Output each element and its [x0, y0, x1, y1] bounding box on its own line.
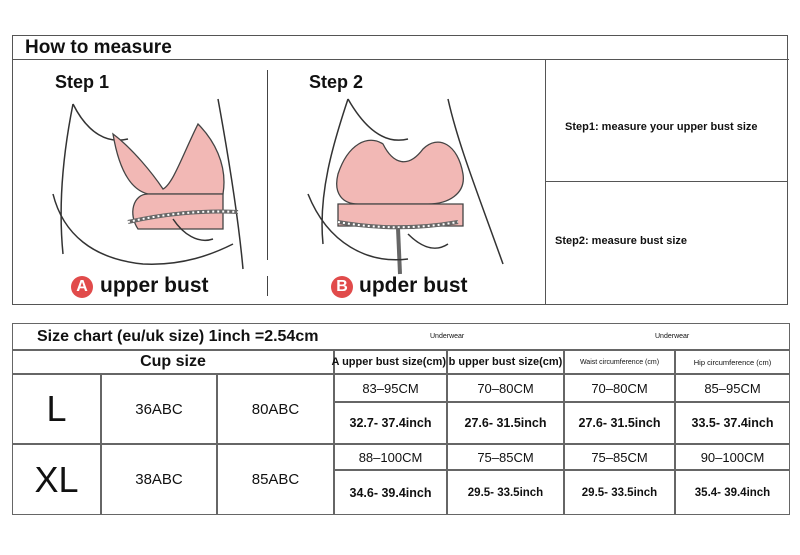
- underwear-label-1: Underwear: [430, 333, 465, 340]
- under-in-L: 27.6- 31.5inch: [447, 402, 564, 444]
- underwear-label-2: Underwear: [655, 333, 690, 340]
- side-hdivider: [545, 181, 787, 182]
- table-title-row: [12, 323, 790, 350]
- upper-in-L: 32.7- 37.4inch: [334, 402, 447, 444]
- side-step1-text: Step1: measure your upper bust size: [565, 121, 758, 133]
- cup-XL: 38ABC: [101, 444, 217, 515]
- size-XL: XL: [12, 444, 101, 515]
- caption-divider: [267, 276, 268, 296]
- under-cm-XL: 75–85CM: [447, 444, 564, 470]
- step-divider: [267, 70, 268, 260]
- table-title: Size chart (eu/uk size) 1inch =2.54cm: [37, 327, 319, 345]
- under-in-XL: 29.5- 33.5inch: [447, 470, 564, 515]
- under-cm-L: 70–80CM: [447, 374, 564, 402]
- waist-cm-XL: 75–85CM: [564, 444, 675, 470]
- caption-upper-bust: upper bust: [100, 274, 209, 297]
- cup-L: 36ABC: [101, 374, 217, 444]
- waist-in-L: 27.6- 31.5inch: [564, 402, 675, 444]
- band-XL: 85ABC: [217, 444, 334, 515]
- waist-cm-L: 70–80CM: [564, 374, 675, 402]
- step1-label: Step 1: [55, 72, 110, 92]
- upper-cm-XL: 88–100CM: [334, 444, 447, 470]
- header-waist: Waist circumference (cm): [564, 350, 675, 374]
- upper-cm-L: 83–95CM: [334, 374, 447, 402]
- hip-cm-L: 85–95CM: [675, 374, 790, 402]
- size-L: L: [12, 374, 101, 444]
- step1-illustration: [33, 94, 253, 274]
- header-upper-bust: A upper bust size(cm): [334, 350, 447, 374]
- upper-in-XL: 34.6- 39.4inch: [334, 470, 447, 515]
- badge-a: A: [71, 276, 93, 298]
- side-divider: [545, 60, 546, 304]
- hip-in-XL: 35.4- 39.4inch: [675, 470, 790, 515]
- caption-under-bust: upder bust: [359, 274, 468, 297]
- side-step2-text: Step2: measure bust size: [555, 235, 688, 247]
- size-chart-table: [12, 323, 790, 515]
- panel-title: How to measure: [13, 36, 789, 60]
- hip-cm-XL: 90–100CM: [675, 444, 790, 470]
- badge-b: B: [331, 276, 353, 298]
- step2-illustration: [298, 94, 528, 279]
- hip-in-L: 33.5- 37.4inch: [675, 402, 790, 444]
- header-under-bust: b upper bust size(cm): [447, 350, 564, 374]
- how-to-measure-panel: [12, 35, 788, 305]
- band-L: 80ABC: [217, 374, 334, 444]
- header-cup: Cup size: [12, 350, 334, 374]
- header-hip: Hip circumference (cm): [675, 350, 790, 374]
- waist-in-XL: 29.5- 33.5inch: [564, 470, 675, 515]
- step2-label: Step 2: [309, 72, 364, 92]
